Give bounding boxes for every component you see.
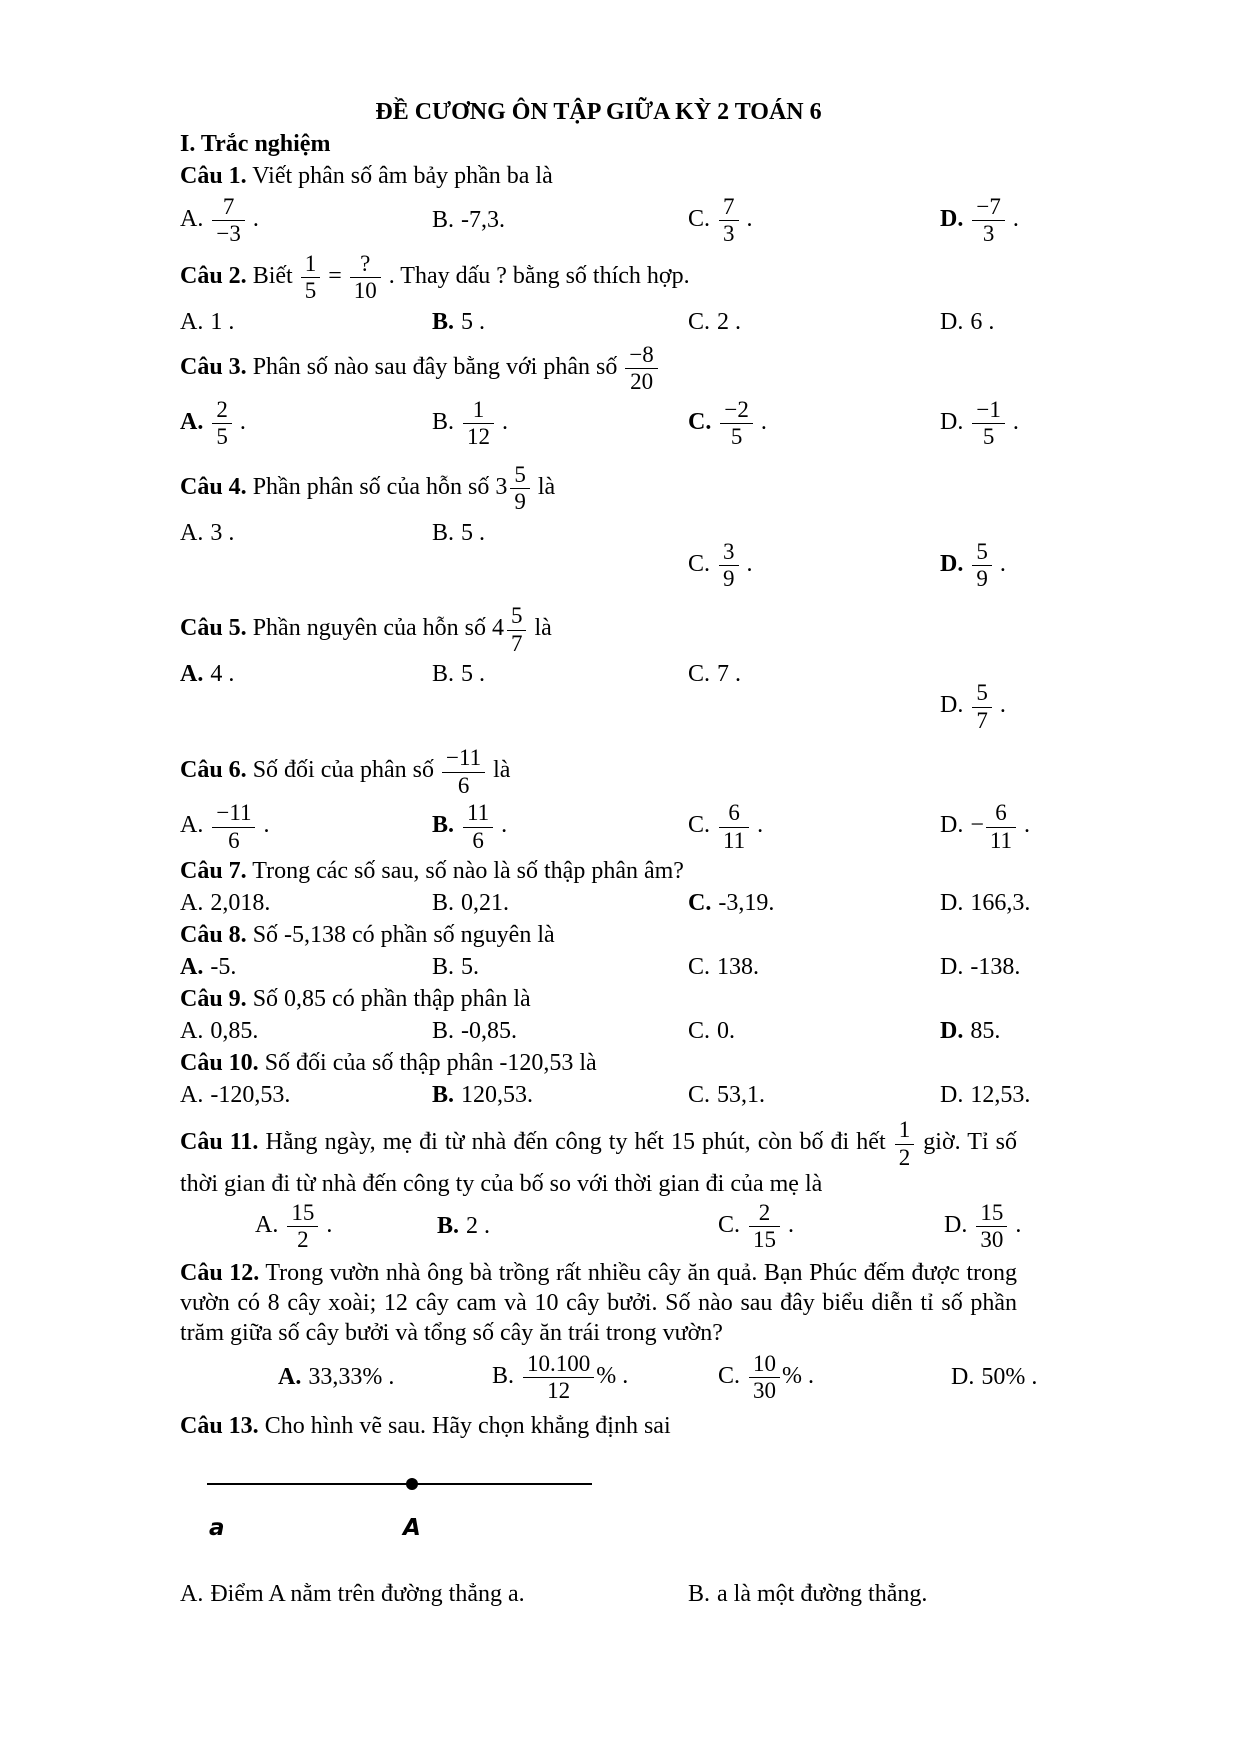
text-run: 1 . (210, 308, 235, 335)
text-run: 50% . (981, 1364, 1038, 1391)
option-D (940, 1016, 1017, 1046)
option-C (718, 1201, 944, 1252)
text-run: giờ. Tỉ số thời gian đi từ nhà đến công ty của bố so với thời gian đi của mẹ là (180, 1129, 1018, 1197)
option-B (432, 518, 688, 548)
text-run: Số đối của số thập phân -120,53 là (264, 1050, 597, 1077)
options-row (180, 659, 1017, 732)
fraction: $\frac{7}{3}$ (717, 195, 741, 246)
option-label: D. (940, 408, 964, 435)
text-run: . (320, 1211, 333, 1238)
options-row (180, 888, 1031, 918)
fraction: $\frac{-11}{6}$ (440, 746, 487, 797)
text-run: Điểm A nằm trên đường thẳng a. (210, 1580, 525, 1607)
text-run: . Thay dấu ? bằng số thích hợp. (382, 262, 690, 289)
text-run: 7 . (717, 661, 742, 688)
line-figure (207, 1465, 627, 1561)
question-stem (180, 604, 1017, 655)
option-A (180, 307, 432, 337)
text-run: % . (782, 1362, 815, 1389)
option-label: B. (432, 1082, 455, 1109)
option-label: D. (940, 205, 964, 232)
fraction: $\frac{5}{7}$ (970, 681, 994, 732)
question-number: Câu 9. (180, 986, 247, 1013)
option-D (940, 681, 1017, 732)
question-number: Câu 3. (180, 353, 247, 380)
fraction: $\frac{10.100}{12}$ (521, 1352, 596, 1403)
option-A (278, 1362, 492, 1392)
fraction: $\frac{-7}{3}$ (970, 195, 1006, 246)
question-number: Câu 5. (180, 615, 247, 642)
option-B (432, 659, 688, 689)
question (180, 984, 1017, 1046)
option-B (492, 1352, 718, 1403)
question-stem (180, 1118, 1017, 1199)
option-label: C. (688, 954, 711, 981)
option-label: A. (180, 205, 204, 232)
question (180, 252, 1017, 337)
text-run: 5 . (461, 661, 486, 688)
text-run: 166,3. (970, 890, 1031, 917)
text-run: 85. (970, 1018, 1001, 1045)
text-run: 120,53. (461, 1082, 534, 1109)
text-run: 2 . (717, 308, 742, 335)
text-run: . (257, 812, 270, 839)
question-stem (180, 343, 1017, 394)
option-B (432, 888, 688, 918)
fraction: $\frac{3}{9}$ (717, 540, 741, 591)
option-C (688, 540, 940, 591)
options-row (180, 398, 1017, 449)
text-run: 5. (461, 954, 480, 981)
text-run: = (322, 262, 348, 289)
options-row (180, 1080, 1031, 1110)
text-run: Phần phân số của hỗn số (252, 473, 496, 500)
question-stem (180, 856, 1017, 886)
option-A (180, 1080, 432, 1110)
option-label: B. (432, 812, 455, 839)
option-label: D. (951, 1364, 975, 1391)
option-C (688, 307, 940, 337)
section-heading: I. Trắc nghiệm (180, 131, 331, 157)
text-run: 138. (717, 954, 760, 981)
option-D (940, 195, 1019, 246)
point-A-dot (406, 1478, 418, 1490)
option-D (944, 1201, 1021, 1252)
fraction: $\frac{6}{11}$ (717, 801, 751, 852)
question-stem (180, 920, 1017, 950)
option-label: A. (180, 1018, 204, 1045)
text-run: Số 0,85 có phần thập phân là (252, 986, 531, 1013)
text-run: Cho hình vẽ sau. Hãy chọn khẳng định sai (264, 1412, 671, 1439)
option-D (951, 1362, 1037, 1392)
option-D (940, 952, 1020, 982)
question-number: Câu 2. (180, 262, 247, 289)
option-label: A. (180, 1082, 204, 1109)
text-run: -3,19. (718, 890, 775, 917)
option-A (255, 1201, 437, 1252)
question-number: Câu 10. (180, 1050, 259, 1077)
option-B (432, 801, 688, 852)
text-run: 2 . (466, 1213, 491, 1240)
text-run: -120,53. (210, 1082, 291, 1109)
text-run: . (496, 408, 509, 435)
text-run: . (754, 408, 767, 435)
fraction: $\frac{5}{9}$ (508, 463, 532, 514)
fraction: $\frac{5}{7}$ (505, 604, 529, 655)
option-label: A. (180, 1580, 204, 1607)
option-C (688, 801, 940, 852)
text-run: 6 . (970, 308, 995, 335)
text-run: Số -5,138 có phần số nguyên là (252, 922, 555, 949)
option-label: D. (940, 550, 964, 577)
option-C (688, 659, 940, 689)
text-run: 5 . (461, 308, 486, 335)
option-label: C. (688, 308, 711, 335)
option-D (940, 398, 1019, 449)
text-run: Viết phân số âm bảy phần ba là (252, 163, 553, 189)
option-D (940, 540, 1017, 591)
option-C (688, 1016, 940, 1046)
option-label: B. (432, 954, 455, 981)
option-label: D. (940, 812, 964, 839)
option-A (180, 952, 432, 982)
option-label: C. (688, 1018, 711, 1045)
fraction: $\frac{15}{2}$ (285, 1201, 320, 1252)
options-row (180, 1579, 1017, 1609)
text-run: -7,3. (461, 207, 506, 234)
text-run: -138. (970, 954, 1021, 981)
question-stem (180, 1258, 1017, 1348)
option-label: C. (688, 890, 712, 917)
option-label: A. (180, 890, 204, 917)
text-run: 12,53. (970, 1082, 1031, 1109)
question-number: Câu 12. (180, 1259, 260, 1286)
text-run: − (970, 812, 984, 839)
option-B (432, 952, 688, 982)
option-label: B. (432, 308, 455, 335)
option-label: B. (688, 1580, 711, 1607)
line-a (207, 1483, 592, 1486)
option-label: D. (940, 308, 964, 335)
text-run: . (993, 692, 1006, 719)
fraction: $\frac{-1}{5}$ (970, 398, 1006, 449)
option-label: B. (492, 1362, 515, 1389)
option-C (718, 1352, 951, 1403)
question (180, 1258, 1038, 1404)
text-run: . (1009, 1211, 1022, 1238)
options-row (180, 952, 1021, 982)
text-run: Phân số nào sau đây bằng với phân số (252, 353, 624, 380)
option-B (432, 1080, 688, 1110)
question (180, 1411, 1017, 1609)
question (180, 920, 1021, 982)
text-run: Trong vườn nhà ông bà trồng rất nhiều cây ăn quả. Bạn Phúc đếm được trong vườn có 8 cây xoài; 12 cây cam và 10 cây bưởi. Số nào sau đây biểu diễn tỉ số phần trăm giữa số cây bưởi và tổng số cây ăn trái trong vườn? (180, 1259, 1017, 1346)
option-label: D. (940, 1082, 964, 1109)
text-run: a là một đường thẳng. (717, 1580, 928, 1607)
option-B (432, 1016, 688, 1046)
question-number: Câu 11. (180, 1129, 259, 1156)
fraction: $\frac{6}{11}$ (984, 801, 1018, 852)
option-A (180, 801, 432, 852)
option-A (180, 659, 432, 689)
option-label: B. (432, 890, 455, 917)
option-label: D. (944, 1211, 968, 1238)
option-label: C. (688, 205, 711, 232)
text-run: 4 . (210, 661, 235, 688)
options-row (180, 800, 1031, 853)
option-label: B. (432, 519, 455, 546)
options-row (180, 1199, 1022, 1253)
option-label: C. (718, 1211, 741, 1238)
text-run: . (1018, 812, 1031, 839)
text-run: . (1006, 205, 1019, 232)
question (180, 161, 1017, 246)
text-run: 0,21. (461, 890, 510, 917)
text-run: -0,85. (461, 1018, 518, 1045)
text-run: 2,018. (210, 890, 271, 917)
text-run: Trong các số sau, số nào là số thập phân âm? (252, 858, 684, 885)
fraction: $\frac{1}{5}$ (299, 252, 323, 303)
option-label: D. (940, 1018, 964, 1045)
question (180, 343, 1017, 449)
question (180, 463, 1017, 591)
text-run: là (528, 615, 552, 642)
option-label: C. (688, 661, 711, 688)
option-A (180, 398, 432, 449)
option-label: A. (180, 954, 204, 981)
option-label: D. (940, 954, 964, 981)
mixed-number: 4 $\frac{5}{7}$ (492, 615, 529, 641)
fraction: $\frac{1}{2}$ (893, 1118, 917, 1169)
text-run: . (993, 550, 1006, 577)
text-run: Phần nguyên của hỗn số (252, 615, 492, 642)
option-C (688, 398, 940, 449)
option-C (688, 952, 940, 982)
option-B (437, 1211, 718, 1241)
question-stem (180, 252, 1017, 303)
text-run: 33,33% . (308, 1364, 395, 1391)
option-A (180, 1579, 688, 1609)
text-run: . (1006, 408, 1019, 435)
option-B (432, 307, 688, 337)
fraction: $\frac{1}{12}$ (461, 398, 496, 449)
line-label: a (209, 1514, 225, 1541)
option-label: C. (688, 1082, 711, 1109)
option-label: A. (180, 661, 204, 688)
question-stem (180, 1048, 1017, 1078)
option-label: A. (180, 519, 204, 546)
option-label: B. (432, 408, 455, 435)
option-C (688, 888, 940, 918)
option-A (180, 518, 432, 548)
option-label: A. (180, 812, 204, 839)
text-run: Hằng ngày, mẹ đi từ nhà đến công ty hết 15 phút, còn bố đi hết (265, 1129, 893, 1156)
fraction: $\frac{15}{30}$ (974, 1201, 1009, 1252)
text-run: . (233, 408, 246, 435)
question-stem (180, 1411, 1017, 1441)
option-label: A. (278, 1364, 302, 1391)
fraction: $\frac{11}{6}$ (461, 801, 495, 852)
option-label: C. (688, 550, 711, 577)
question (180, 604, 1017, 732)
option-D (940, 888, 1030, 918)
question-stem (180, 161, 1017, 191)
text-run: . (751, 812, 764, 839)
option-label: B. (432, 661, 455, 688)
question-stem (180, 463, 1017, 514)
text-run: . (495, 812, 508, 839)
text-run: 3 . (210, 519, 235, 546)
document-title: ĐỀ CƯƠNG ÔN TẬP GIỮA KỲ 2 TOÁN 6 (375, 99, 822, 125)
option-label: D. (940, 890, 964, 917)
text-run: 53,1. (717, 1082, 766, 1109)
text-run: Biết (252, 262, 299, 289)
options-row (180, 307, 1017, 337)
fraction: $\frac{-2}{5}$ (718, 398, 754, 449)
text-run: % . (596, 1362, 629, 1389)
text-run: 5 . (461, 519, 486, 546)
option-label: C. (688, 812, 711, 839)
option-label: C. (688, 408, 712, 435)
option-B (432, 205, 688, 235)
text-run: Số đối của phân số (252, 757, 440, 784)
option-A (180, 195, 432, 246)
fraction: $\frac{-8}{20}$ (623, 343, 659, 394)
fraction: $\frac{10}{30}$ (747, 1352, 782, 1403)
text-run: . (782, 1211, 795, 1238)
option-B (432, 398, 688, 449)
option-label: C. (718, 1362, 741, 1389)
fraction: $\frac{7}{-3}$ (210, 195, 246, 246)
text-run: là (531, 473, 556, 500)
option-A (180, 888, 432, 918)
text-run: . (246, 205, 259, 232)
question (180, 1117, 1022, 1253)
text-run: -5. (210, 954, 237, 981)
point-label: A (403, 1514, 421, 1541)
option-label: B. (432, 207, 455, 234)
fraction: $\frac{2}{15}$ (747, 1201, 782, 1252)
option-B (688, 1579, 1017, 1609)
question (180, 856, 1031, 918)
option-D (940, 1080, 1030, 1110)
text-run: là (487, 757, 511, 784)
question (180, 745, 1031, 853)
text-run: . (740, 550, 753, 577)
option-A (180, 1016, 432, 1046)
option-label: A. (180, 408, 204, 435)
fraction: $\frac{-11}{6}$ (210, 801, 257, 852)
fraction: $\frac{2}{5}$ (210, 398, 234, 449)
question-number: Câu 7. (180, 858, 247, 885)
question-stem (180, 984, 1017, 1014)
option-C (688, 195, 940, 246)
text-run: 0,85. (210, 1018, 259, 1045)
question-number: Câu 4. (180, 473, 247, 500)
options-row (180, 195, 1017, 246)
question (180, 1048, 1031, 1110)
option-D (940, 801, 1030, 852)
option-label: D. (940, 692, 964, 719)
option-label: A. (255, 1211, 279, 1238)
option-label: B. (437, 1213, 460, 1240)
question-number: Câu 13. (180, 1412, 259, 1439)
mixed-number: 3 $\frac{5}{9}$ (495, 474, 532, 500)
question-number: Câu 6. (180, 757, 247, 784)
fraction: $\frac{5}{9}$ (970, 540, 994, 591)
text-run: 0. (717, 1018, 736, 1045)
question-number: Câu 8. (180, 922, 247, 949)
option-label: B. (432, 1018, 455, 1045)
question-number: Câu 1. (180, 163, 247, 189)
options-row (180, 518, 1017, 591)
fraction: $\frac{?}{10}$ (348, 252, 383, 303)
option-C (688, 1080, 940, 1110)
question-stem (180, 746, 1017, 797)
questions (180, 161, 1038, 1609)
option-label: A. (180, 308, 204, 335)
options-row (180, 1016, 1017, 1046)
options-row (180, 1350, 1038, 1404)
option-D (940, 307, 1017, 337)
text-run: . (740, 205, 753, 232)
